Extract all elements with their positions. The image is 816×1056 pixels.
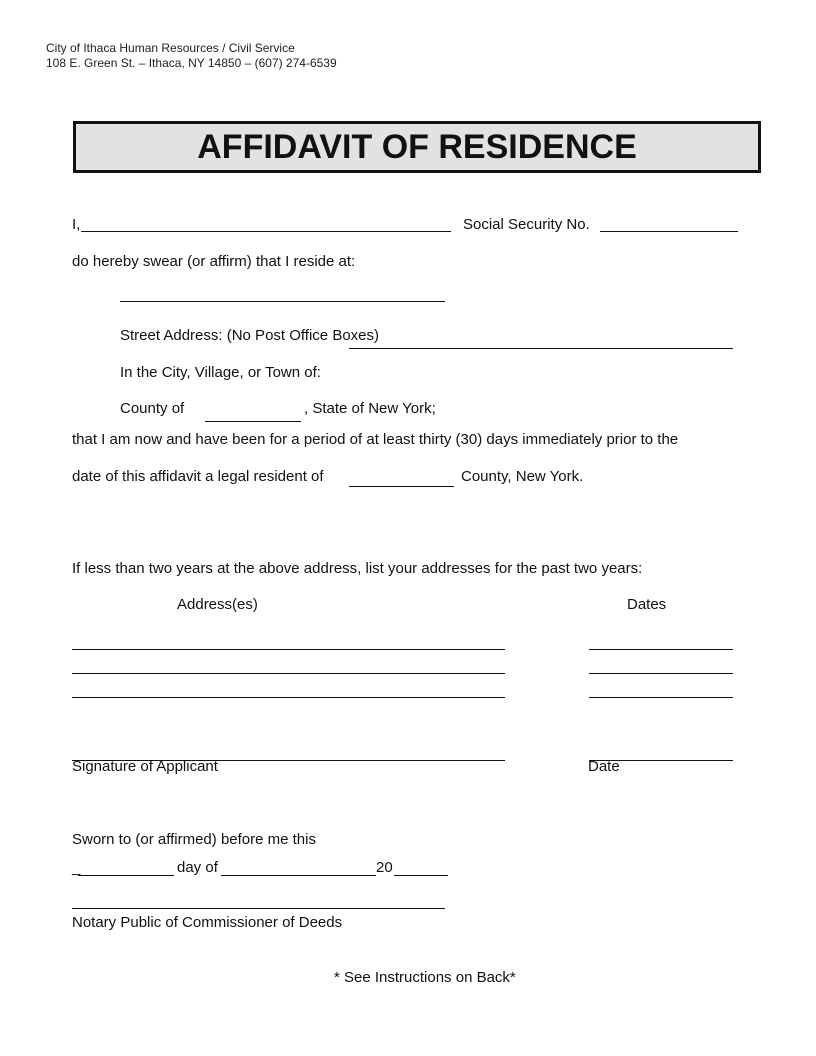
org-name: City of Ithaca Human Resources / Civil Service: [46, 41, 295, 55]
i-prefix: I,: [72, 216, 81, 233]
county-field-line[interactable]: [205, 421, 301, 422]
address-line-3[interactable]: [72, 697, 505, 698]
year-field-line[interactable]: [394, 875, 448, 876]
date-line-3[interactable]: [589, 697, 733, 698]
county-suffix: County, New York.: [461, 468, 584, 485]
instructions-note: * See Instructions on Back*: [334, 969, 516, 986]
street-field-line[interactable]: [349, 348, 733, 349]
title-box: [73, 121, 761, 173]
addresses-intro: If less than two years at the above address, list your addresses for the past two years:: [72, 560, 643, 577]
name-field-line[interactable]: [81, 231, 451, 232]
org-address: 108 E. Green St. – Ithaca, NY 14850 – (607) 274-6539: [46, 56, 337, 70]
month-field-line[interactable]: [221, 875, 376, 876]
ssn-label: Social Security No.: [463, 216, 590, 233]
city-label: In the City, Village, or Town of:: [120, 364, 321, 381]
notary-label: Notary Public of Commissioner of Deeds: [72, 914, 343, 931]
signature-label: Signature of Applicant: [72, 758, 218, 775]
reside-field-line[interactable]: [120, 301, 445, 302]
sworn-text: Sworn to (or affirmed) before me this: [72, 831, 316, 848]
day-prefix: _: [72, 859, 81, 876]
document-title: AFFIDAVIT OF RESIDENCE: [197, 127, 637, 166]
state-text: , State of New York;: [304, 400, 436, 417]
date-text-prefix: date of this affidavit a legal resident of: [72, 468, 324, 485]
date-line-1[interactable]: [589, 649, 733, 650]
county-label: County of: [120, 400, 185, 417]
address-line-1[interactable]: [72, 649, 505, 650]
dates-column-header: Dates: [627, 596, 667, 613]
resident-county-field-line[interactable]: [349, 486, 454, 487]
notary-signature-line[interactable]: [72, 908, 445, 909]
signature-date-label: Date: [588, 758, 620, 775]
street-label: Street Address: (No Post Office Boxes): [120, 327, 379, 344]
day-field-line[interactable]: [78, 875, 174, 876]
address-line-2[interactable]: [72, 673, 505, 674]
day-of-label: day of: [177, 859, 218, 876]
swear-text: do hereby swear (or affirm) that I reside at:: [72, 253, 356, 270]
period-text: that I am now and have been for a period of at least thirty (30) days immediately prior to the: [72, 431, 679, 448]
year-prefix: 20: [376, 859, 393, 876]
addresses-column-header: Address(es): [177, 596, 258, 613]
date-line-2[interactable]: [589, 673, 733, 674]
ssn-field-line[interactable]: [600, 231, 738, 232]
